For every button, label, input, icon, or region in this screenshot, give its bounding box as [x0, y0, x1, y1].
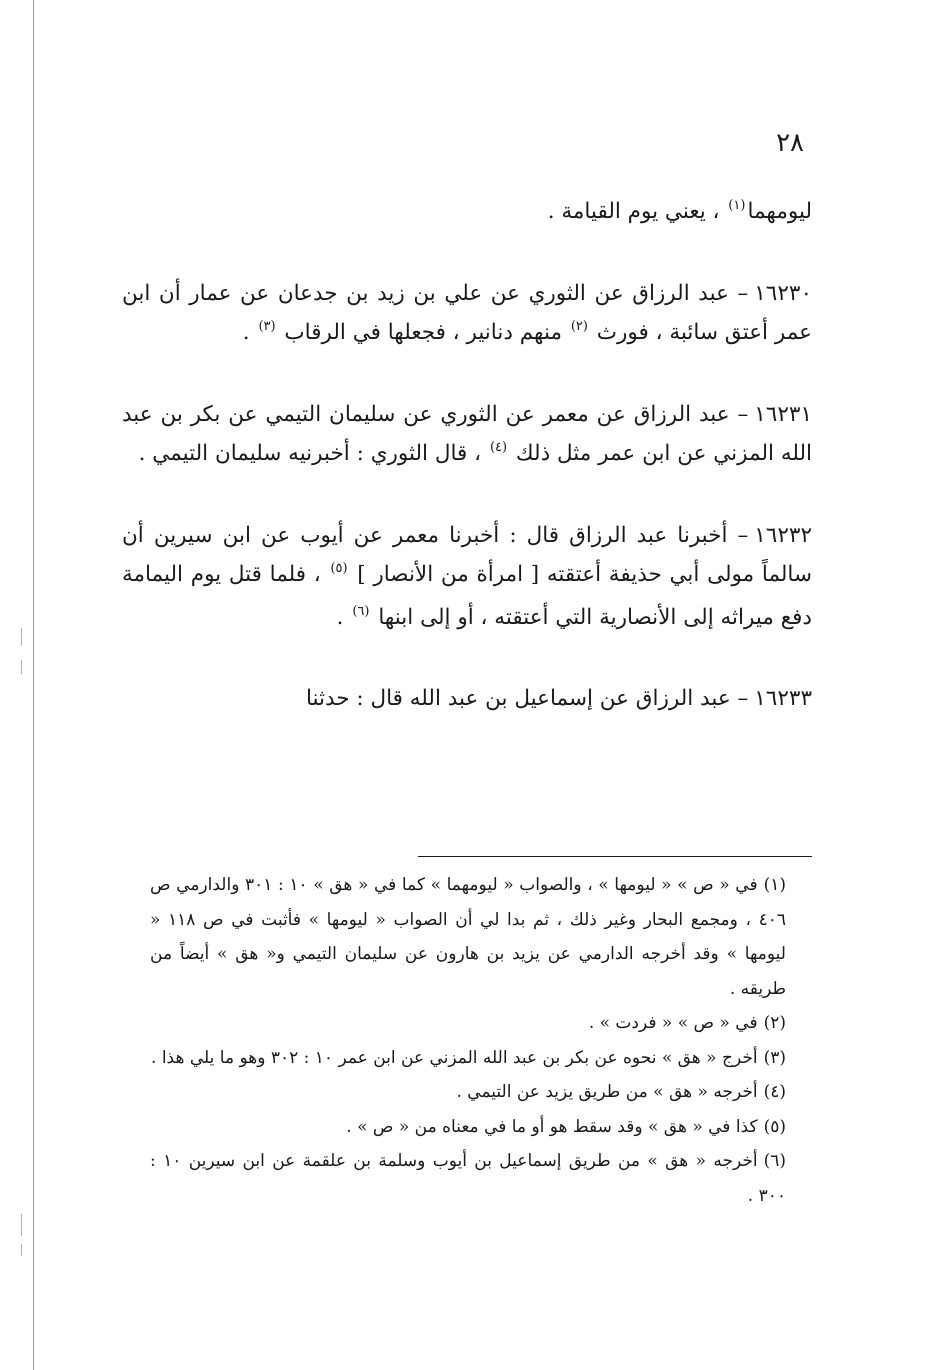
footnote-text: أخرج « هق » نحوه عن بكر بن عبد الله المزني عن ابن عمر ١٠ : ٣٠٢ وهو ما يلي هذا .	[151, 1047, 758, 1068]
footnote-separator	[418, 856, 812, 857]
footnote-text: أخرجه « هق » من طريق إسماعيل بن أيوب وسلمة بن علقمة عن ابن سيرين ١٠ : ٣٠٠ .	[150, 1151, 786, 1206]
intro-text-after: ، يعني يوم القيامة .	[547, 199, 720, 224]
footnote-mark: (٦)	[763, 1151, 786, 1171]
footnote-reference: (١)	[728, 198, 746, 213]
hadith-text: – عبد الرزاق عن إسماعيل بن عبد الله قال : حدثنا	[305, 686, 749, 711]
footnote	[150, 1041, 810, 1076]
hadith-number: ١٦٢٣١	[754, 401, 812, 427]
footnote-reference: (٦)	[352, 603, 370, 619]
footnote-mark: (٣)	[763, 1047, 786, 1068]
main-text	[122, 192, 812, 758]
hadith-number: ١٦٢٣٣	[754, 686, 812, 711]
footnote-text: أخرجه « هق » من طريق يزيد عن التيمي .	[456, 1082, 758, 1102]
hadith-number: ١٦٢٣٢	[754, 522, 812, 548]
hadith-text: .	[242, 320, 250, 345]
footnote	[150, 1006, 810, 1041]
footnote-mark: (٥)	[763, 1116, 786, 1137]
footnote-mark: (٢)	[763, 1013, 786, 1033]
hadith-list	[122, 274, 812, 719]
hadith-paragraph	[122, 395, 812, 477]
hadith-paragraph	[122, 274, 812, 356]
footnote-mark: (٤)	[763, 1082, 786, 1102]
hadith-text: منهم دنانير ، فجعلها في الرقاب	[284, 320, 562, 345]
footnote	[150, 1075, 810, 1110]
footnote-text: في « ص » « فردت » .	[588, 1013, 758, 1033]
footnote-text: كذا في « هق » وقد سقط هو أو ما في معناه من « ص » .	[346, 1116, 758, 1137]
footnote	[150, 868, 810, 1006]
footnote-mark: (١)	[763, 875, 786, 895]
footnote-text: في « ص » « ليومها » ، والصواب « ليومهما » كما في « هق » ١٠ : ٣٠١ والدارمي ص ٤٠٦ ، ومجمع البحار وغير ذلك ، ثم بدا لي أن الصواب « ليومها » فأثبت في ص ١١٨ « ليومها » وقد أخرجه الدارمي عن يزيد بن هارون عن سليمان التيمي و« هق » أيضاً من طريقه .	[150, 875, 786, 999]
hadith-text: – عبد الرزاق عن الثوري عن علي بن زيد بن جدعان عن عمار أن ابن عمر أعتق سائبة ، فورث	[122, 280, 812, 345]
intro-text-before: ليومهما	[747, 199, 812, 224]
hadith-paragraph	[122, 679, 812, 719]
hadith-text: ، فلما قتل يوم اليمامة دفع ميراثه إلى الأنصارية التي أعتقته ، أو إلى ابنها	[122, 562, 812, 630]
footnote-reference: (٤)	[489, 440, 508, 455]
footnote-reference: (٣)	[258, 319, 276, 334]
hadith-text: – عبد الرزاق عن معمر عن الثوري عن سليمان التيمي عن بكر بن عبد الله المزني عن ابن عمر مثل ذلك	[122, 401, 812, 466]
footnote-reference: (٥)	[330, 561, 348, 576]
footnotes	[150, 868, 810, 1213]
footnote	[150, 1110, 810, 1145]
hadith-text: .	[336, 604, 344, 630]
hadith-text: – أخبرنا عبد الرزاق قال : أخبرنا معمر عن أيوب عن ابن سيرين أن سالماً مولى أبي حذيفة أعتقته [ امرأة من الأنصار ]	[122, 522, 812, 587]
hadith-number: ١٦٢٣٠	[754, 280, 812, 306]
page-number: ٢٨	[776, 128, 804, 158]
hadith-paragraph	[122, 516, 812, 641]
intro-paragraph	[122, 192, 812, 235]
footnote	[150, 1144, 810, 1213]
hadith-text: ، قال الثوري : أخبرنيه سليمان التيمي .	[138, 441, 482, 466]
footnote-reference: (٢)	[570, 319, 588, 334]
